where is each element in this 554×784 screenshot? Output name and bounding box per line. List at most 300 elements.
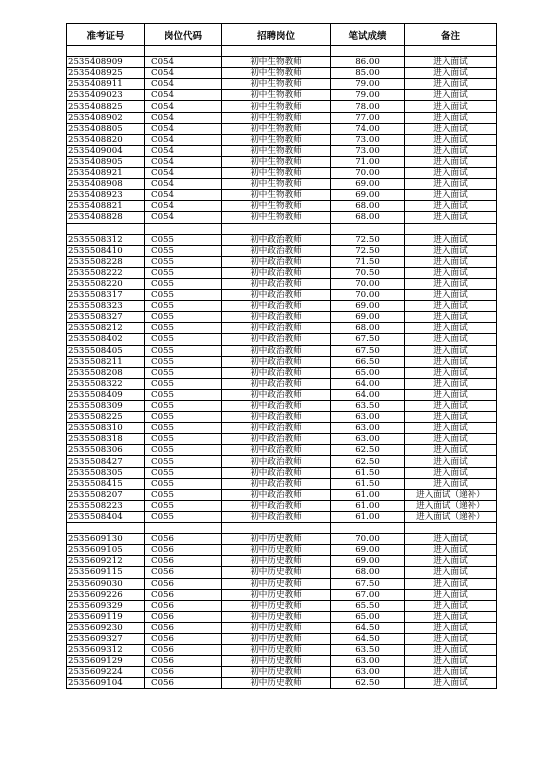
exam-id-cell: 2535609104 [67, 678, 145, 689]
remark-cell: 进入面试 [405, 656, 497, 667]
exam-id-cell: 2535609327 [67, 633, 145, 644]
table-row [67, 656, 497, 667]
remark-cell: 进入面试 [405, 334, 497, 345]
remark-cell: 进入面试 [405, 68, 497, 79]
score-cell: 63.00 [331, 412, 405, 423]
empty-cell [405, 46, 497, 57]
exam-id-cell: 2535408828 [67, 212, 145, 223]
table-row [67, 212, 497, 223]
exam-id-cell: 2535609230 [67, 622, 145, 633]
score-cell: 69.00 [331, 179, 405, 190]
position-code-cell: C056 [145, 589, 222, 600]
score-cell: 68.00 [331, 323, 405, 334]
exam-id-cell: 2535408925 [67, 68, 145, 79]
exam-id-cell: 2535609329 [67, 600, 145, 611]
exam-id-cell: 2535508410 [67, 245, 145, 256]
remark-cell: 进入面试 [405, 367, 497, 378]
header-exam-id: 准考证号 [67, 24, 145, 46]
exam-id-cell: 2535508207 [67, 489, 145, 500]
exam-id-cell: 2535609119 [67, 611, 145, 622]
position-code-cell: C055 [145, 323, 222, 334]
position-code-cell: C055 [145, 401, 222, 412]
score-cell: 67.50 [331, 334, 405, 345]
exam-id-cell: 2535408825 [67, 101, 145, 112]
remark-cell: 进入面试 [405, 290, 497, 301]
table-row [67, 201, 497, 212]
table-row [67, 156, 497, 167]
position-cell: 初中生物教师 [222, 134, 331, 145]
score-cell: 71.00 [331, 156, 405, 167]
remark-cell: 进入面试 [405, 201, 497, 212]
position-code-cell: C055 [145, 511, 222, 522]
exam-id-cell: 2535508404 [67, 511, 145, 522]
score-cell: 61.00 [331, 489, 405, 500]
table-row [67, 611, 497, 622]
empty-cell [67, 223, 145, 234]
score-cell: 79.00 [331, 90, 405, 101]
remark-cell: 进入面试 [405, 423, 497, 434]
position-cell: 初中历史教师 [222, 545, 331, 556]
position-cell: 初中生物教师 [222, 57, 331, 68]
position-code-cell: C054 [145, 156, 222, 167]
exam-id-cell: 2535609226 [67, 589, 145, 600]
position-cell: 初中历史教师 [222, 600, 331, 611]
exam-id-cell: 2535508415 [67, 478, 145, 489]
remark-cell: 进入面试 [405, 101, 497, 112]
position-code-cell: C055 [145, 478, 222, 489]
position-code-cell: C055 [145, 334, 222, 345]
position-cell: 初中政治教师 [222, 290, 331, 301]
score-cell: 61.50 [331, 467, 405, 478]
position-cell: 初中政治教师 [222, 234, 331, 245]
table-row [67, 423, 497, 434]
empty-cell [145, 46, 222, 57]
position-cell: 初中政治教师 [222, 267, 331, 278]
table-row [67, 112, 497, 123]
exam-id-cell: 2535408905 [67, 156, 145, 167]
exam-id-cell: 2535508306 [67, 445, 145, 456]
table-row [67, 489, 497, 500]
score-cell: 68.00 [331, 212, 405, 223]
exam-id-cell: 2535609312 [67, 645, 145, 656]
remark-cell: 进入面试 [405, 567, 497, 578]
position-cell: 初中历史教师 [222, 622, 331, 633]
position-code-cell: C054 [145, 57, 222, 68]
exam-id-cell: 2535508427 [67, 456, 145, 467]
remark-cell: 进入面试 [405, 301, 497, 312]
position-cell: 初中生物教师 [222, 112, 331, 123]
position-code-cell: C056 [145, 645, 222, 656]
exam-id-cell: 2535508225 [67, 412, 145, 423]
table-row [67, 90, 497, 101]
position-code-cell: C056 [145, 600, 222, 611]
score-cell: 67.50 [331, 345, 405, 356]
table-row [67, 478, 497, 489]
table-row [67, 545, 497, 556]
exam-id-cell: 2535408821 [67, 201, 145, 212]
position-cell: 初中生物教师 [222, 145, 331, 156]
exam-id-cell: 2535609129 [67, 656, 145, 667]
position-code-cell: C054 [145, 212, 222, 223]
table-row [67, 556, 497, 567]
score-cell: 69.00 [331, 190, 405, 201]
score-cell: 64.00 [331, 378, 405, 389]
position-code-cell: C056 [145, 611, 222, 622]
position-cell: 初中生物教师 [222, 79, 331, 90]
remark-cell: 进入面试 [405, 90, 497, 101]
score-cell: 66.50 [331, 356, 405, 367]
remark-cell: 进入面试 [405, 179, 497, 190]
score-cell: 64.50 [331, 633, 405, 644]
table-row [67, 467, 497, 478]
position-cell: 初中政治教师 [222, 345, 331, 356]
remark-cell: 进入面试 [405, 123, 497, 134]
position-cell: 初中生物教师 [222, 90, 331, 101]
remark-cell: 进入面试 [405, 323, 497, 334]
position-code-cell: C055 [145, 256, 222, 267]
table-row [67, 667, 497, 678]
position-cell: 初中政治教师 [222, 412, 331, 423]
table-row [67, 378, 497, 389]
exam-id-cell: 2535408902 [67, 112, 145, 123]
position-cell: 初中政治教师 [222, 500, 331, 511]
position-code-cell: C055 [145, 456, 222, 467]
exam-id-cell: 2535609030 [67, 578, 145, 589]
position-code-cell: C055 [145, 345, 222, 356]
position-cell: 初中政治教师 [222, 323, 331, 334]
position-cell: 初中历史教师 [222, 656, 331, 667]
remark-cell: 进入面试 [405, 578, 497, 589]
position-cell: 初中政治教师 [222, 301, 331, 312]
table-row [67, 134, 497, 145]
score-cell: 70.00 [331, 534, 405, 545]
position-cell: 初中生物教师 [222, 123, 331, 134]
position-cell: 初中生物教师 [222, 212, 331, 223]
remark-cell: 进入面试 [405, 234, 497, 245]
score-cell: 74.00 [331, 123, 405, 134]
position-cell: 初中生物教师 [222, 156, 331, 167]
score-cell: 63.00 [331, 667, 405, 678]
exam-id-cell: 2535508220 [67, 278, 145, 289]
position-cell: 初中历史教师 [222, 567, 331, 578]
score-cell: 62.50 [331, 456, 405, 467]
results-table [66, 23, 497, 689]
remark-cell: 进入面试 [405, 378, 497, 389]
remark-cell: 进入面试 [405, 212, 497, 223]
header-remarks: 备注 [405, 24, 497, 46]
exam-id-cell: 2535508318 [67, 434, 145, 445]
exam-id-cell: 2535408805 [67, 123, 145, 134]
position-code-cell: C054 [145, 145, 222, 156]
table-body [67, 46, 497, 689]
position-code-cell: C056 [145, 567, 222, 578]
score-cell: 62.50 [331, 678, 405, 689]
position-cell: 初中政治教师 [222, 389, 331, 400]
position-code-cell: C054 [145, 79, 222, 90]
position-cell: 初中政治教师 [222, 423, 331, 434]
header-written-score: 笔试成绩 [331, 24, 405, 46]
position-code-cell: C055 [145, 356, 222, 367]
score-cell: 79.00 [331, 79, 405, 90]
score-cell: 63.00 [331, 434, 405, 445]
table-row [67, 145, 497, 156]
position-code-cell: C056 [145, 633, 222, 644]
remark-cell: 进入面试 [405, 633, 497, 644]
score-cell: 62.50 [331, 445, 405, 456]
exam-id-cell: 2535408911 [67, 79, 145, 90]
exam-id-cell: 2535508323 [67, 301, 145, 312]
remark-cell: 进入面试 [405, 545, 497, 556]
position-code-cell: C056 [145, 534, 222, 545]
position-cell: 初中政治教师 [222, 367, 331, 378]
score-cell: 69.00 [331, 312, 405, 323]
score-cell: 78.00 [331, 101, 405, 112]
position-cell: 初中政治教师 [222, 256, 331, 267]
score-cell: 70.00 [331, 290, 405, 301]
exam-id-cell: 2535408923 [67, 190, 145, 201]
remark-cell: 进入面试 [405, 57, 497, 68]
score-cell: 69.00 [331, 301, 405, 312]
position-cell: 初中历史教师 [222, 556, 331, 567]
table-row [67, 567, 497, 578]
position-cell: 初中生物教师 [222, 168, 331, 179]
position-cell: 初中政治教师 [222, 434, 331, 445]
position-code-cell: C055 [145, 489, 222, 500]
results-sheet [66, 23, 496, 689]
table-row [67, 323, 497, 334]
position-cell: 初中生物教师 [222, 101, 331, 112]
position-code-cell: C056 [145, 545, 222, 556]
remark-cell: 进入面试 [405, 79, 497, 90]
position-cell: 初中政治教师 [222, 489, 331, 500]
table-row [67, 500, 497, 511]
remark-cell: 进入面试 [405, 156, 497, 167]
group-separator-row [67, 223, 497, 234]
position-code-cell: C055 [145, 234, 222, 245]
header-position-code: 岗位代码 [145, 24, 222, 46]
position-cell: 初中政治教师 [222, 334, 331, 345]
position-code-cell: C054 [145, 201, 222, 212]
exam-id-cell: 2535408921 [67, 168, 145, 179]
exam-id-cell: 2535609115 [67, 567, 145, 578]
exam-id-cell: 2535508327 [67, 312, 145, 323]
empty-cell [331, 523, 405, 534]
score-cell: 73.00 [331, 134, 405, 145]
score-cell: 63.50 [331, 401, 405, 412]
position-code-cell: C056 [145, 667, 222, 678]
empty-cell [331, 223, 405, 234]
table-row [67, 68, 497, 79]
position-code-cell: C055 [145, 434, 222, 445]
remark-cell: 进入面试 [405, 645, 497, 656]
remark-cell: 进入面试 [405, 145, 497, 156]
exam-id-cell: 2535508305 [67, 467, 145, 478]
empty-cell [222, 523, 331, 534]
score-cell: 63.00 [331, 423, 405, 434]
remark-cell: 进入面试 [405, 356, 497, 367]
exam-id-cell: 2535508211 [67, 356, 145, 367]
remark-cell: 进入面试 [405, 434, 497, 445]
position-code-cell: C056 [145, 678, 222, 689]
remark-cell: 进入面试 [405, 478, 497, 489]
table-row [67, 290, 497, 301]
table-row [67, 301, 497, 312]
position-code-cell: C055 [145, 412, 222, 423]
position-cell: 初中历史教师 [222, 611, 331, 622]
exam-id-cell: 2535508212 [67, 323, 145, 334]
remark-cell: 进入面试 [405, 412, 497, 423]
position-cell: 初中政治教师 [222, 478, 331, 489]
table-row [67, 190, 497, 201]
table-row [67, 534, 497, 545]
table-row [67, 123, 497, 134]
position-code-cell: C055 [145, 500, 222, 511]
table-row [67, 245, 497, 256]
position-code-cell: C054 [145, 101, 222, 112]
exam-id-cell: 2535409004 [67, 145, 145, 156]
exam-id-cell: 2535508402 [67, 334, 145, 345]
position-cell: 初中生物教师 [222, 68, 331, 79]
position-cell: 初中历史教师 [222, 678, 331, 689]
position-code-cell: C055 [145, 290, 222, 301]
score-cell: 77.00 [331, 112, 405, 123]
remark-cell: 进入面试 [405, 678, 497, 689]
remark-cell: 进入面试 [405, 456, 497, 467]
score-cell: 69.00 [331, 556, 405, 567]
empty-cell [405, 523, 497, 534]
position-code-cell: C055 [145, 378, 222, 389]
score-cell: 73.00 [331, 145, 405, 156]
table-row [67, 434, 497, 445]
position-cell: 初中生物教师 [222, 190, 331, 201]
remark-cell: 进入面试 [405, 256, 497, 267]
remark-cell: 进入面试 [405, 112, 497, 123]
exam-id-cell: 2535508222 [67, 267, 145, 278]
exam-id-cell: 2535408820 [67, 134, 145, 145]
exam-id-cell: 2535508409 [67, 389, 145, 400]
remark-cell: 进入面试 [405, 556, 497, 567]
position-code-cell: C055 [145, 423, 222, 434]
score-cell: 69.00 [331, 545, 405, 556]
position-code-cell: C055 [145, 367, 222, 378]
table-row [67, 401, 497, 412]
position-cell: 初中政治教师 [222, 456, 331, 467]
position-code-cell: C055 [145, 245, 222, 256]
score-cell: 67.50 [331, 578, 405, 589]
exam-id-cell: 2535508312 [67, 234, 145, 245]
position-code-cell: C056 [145, 656, 222, 667]
table-row [67, 367, 497, 378]
position-code-cell: C055 [145, 301, 222, 312]
position-code-cell: C054 [145, 168, 222, 179]
table-row [67, 278, 497, 289]
score-cell: 65.00 [331, 611, 405, 622]
exam-id-cell: 2535609224 [67, 667, 145, 678]
score-cell: 70.00 [331, 168, 405, 179]
table-row [67, 256, 497, 267]
score-cell: 61.50 [331, 478, 405, 489]
score-cell: 68.00 [331, 567, 405, 578]
exam-id-cell: 2535609105 [67, 545, 145, 556]
exam-id-cell: 2535609130 [67, 534, 145, 545]
empty-cell [145, 223, 222, 234]
exam-id-cell: 2535508310 [67, 423, 145, 434]
position-cell: 初中政治教师 [222, 401, 331, 412]
score-cell: 71.50 [331, 256, 405, 267]
exam-id-cell: 2535508208 [67, 367, 145, 378]
table-row [67, 589, 497, 600]
remark-cell: 进入面试（递补） [405, 511, 497, 522]
position-cell: 初中历史教师 [222, 645, 331, 656]
remark-cell: 进入面试（递补） [405, 489, 497, 500]
exam-id-cell: 2535409023 [67, 90, 145, 101]
table-row [67, 234, 497, 245]
remark-cell: 进入面试（递补） [405, 500, 497, 511]
score-cell: 67.00 [331, 589, 405, 600]
header-row [67, 24, 497, 46]
position-code-cell: C054 [145, 179, 222, 190]
exam-id-cell: 2535508223 [67, 500, 145, 511]
position-cell: 初中生物教师 [222, 201, 331, 212]
position-cell: 初中生物教师 [222, 179, 331, 190]
table-row [67, 600, 497, 611]
table-row [67, 57, 497, 68]
remark-cell: 进入面试 [405, 600, 497, 611]
table-row [67, 312, 497, 323]
table-row [67, 511, 497, 522]
position-cell: 初中政治教师 [222, 312, 331, 323]
position-cell: 初中历史教师 [222, 589, 331, 600]
score-cell: 86.00 [331, 57, 405, 68]
score-cell: 72.50 [331, 234, 405, 245]
remark-cell: 进入面试 [405, 278, 497, 289]
table-row [67, 678, 497, 689]
remark-cell: 进入面试 [405, 667, 497, 678]
position-code-cell: C054 [145, 90, 222, 101]
position-code-cell: C055 [145, 389, 222, 400]
position-cell: 初中历史教师 [222, 578, 331, 589]
position-cell: 初中政治教师 [222, 278, 331, 289]
exam-id-cell: 2535508309 [67, 401, 145, 412]
table-row [67, 267, 497, 278]
table-row [67, 168, 497, 179]
group-separator-row [67, 523, 497, 534]
remark-cell: 进入面试 [405, 611, 497, 622]
score-cell: 65.50 [331, 600, 405, 611]
score-cell: 63.50 [331, 645, 405, 656]
position-code-cell: C056 [145, 556, 222, 567]
remark-cell: 进入面试 [405, 312, 497, 323]
table-row [67, 645, 497, 656]
remark-cell: 进入面试 [405, 622, 497, 633]
remark-cell: 进入面试 [405, 445, 497, 456]
score-cell: 61.00 [331, 511, 405, 522]
position-code-cell: C055 [145, 445, 222, 456]
remark-cell: 进入面试 [405, 345, 497, 356]
table-row [67, 633, 497, 644]
exam-id-cell: 2535508317 [67, 290, 145, 301]
position-cell: 初中历史教师 [222, 534, 331, 545]
remark-cell: 进入面试 [405, 134, 497, 145]
empty-cell [222, 46, 331, 57]
position-code-cell: C054 [145, 134, 222, 145]
exam-id-cell: 2535609212 [67, 556, 145, 567]
score-cell: 64.00 [331, 389, 405, 400]
table-row [67, 334, 497, 345]
table-row [67, 389, 497, 400]
score-cell: 63.00 [331, 656, 405, 667]
empty-cell [222, 223, 331, 234]
